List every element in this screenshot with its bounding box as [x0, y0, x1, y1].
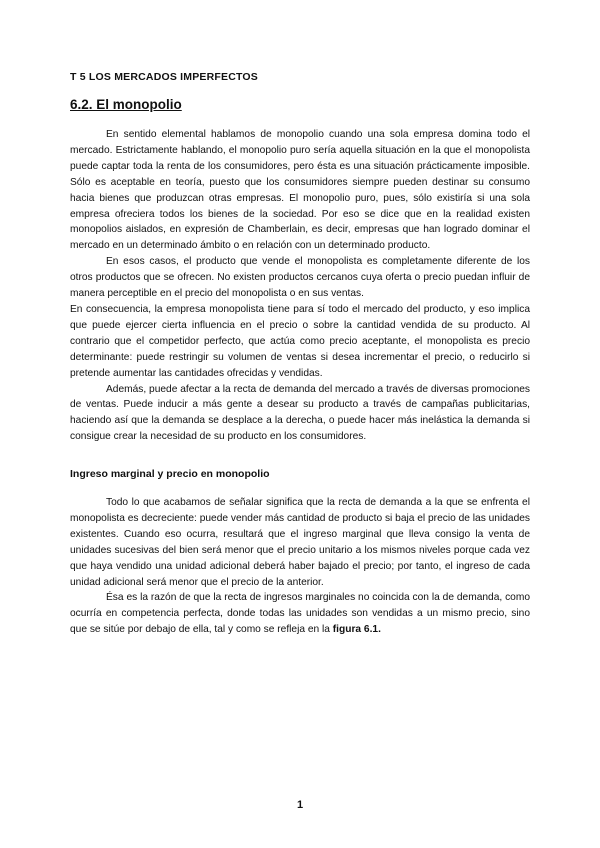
paragraph: En sentido elemental hablamos de monopolio cuando una sola empresa domina todo el mercado. Estrictamente hablando, el monopolio puro sería aquella situación en la que el monopolista puede captar toda la renta de los consumidores, pero ésta es una situación prácticamente imposible. Sólo es aceptable en teoría, puesto que los consumidores siempre pueden destinar su consumo hacia bienes que produzcan otras empresas. El monopolio puro, pues, sólo existiría si una sola empresa ofreciera todos los bienes de la sociedad. Por eso se dice que en la realidad existen monopolios aislados, en expresión de Chamberlain, es decir, empresas que han logrado dominar el mercado en un determinado ámbito o en relación con un determinado producto.: [70, 129, 530, 252]
paragraph: Además, puede afectar a la recta de demanda del mercado a través de diversas promociones de ventas. Puede inducir a más gente a desear su producto a través de campañas publicitarias, haciendo así que la demanda se desplace a la derecha, o puede hacer más inelástica la demanda si consigue crear la necesidad de su producto en los consumidores.: [70, 383, 530, 443]
figure-reference: figura 6.1.: [332, 624, 381, 636]
paragraph: Todo lo que acabamos de señalar significa que la recta de demanda a la que se enfrenta el monopolista es decreciente: puede vender más cantidad de producto si baja el precio de las unidades existentes. Cuando eso ocurra, resultará que el ingreso marginal que lleva consigo la venta de unidades sucesivas del bien será menor que el precio unitario a los mismos niveles porque cada vez que haya vendido una unidad adicional deberá haber bajado el precio; por tanto, el ingreso de cada unidad adicional será menor que el precio de la anterior.: [70, 497, 530, 588]
marginal-revenue-text-block: [70, 495, 530, 638]
section-title: 6.2. El monopolio: [70, 97, 182, 112]
paragraph: En consecuencia, la empresa monopolista tiene para sí todo el mercado del producto, y eso implica que puede ejercer cierta influencia en el precio o sobre la cantidad vendida de su producto. Al contrario que el competidor perfecto, que actúa como precio aceptante, el monopolista es precio determinante: puede restringir su volumen de ventas si desea incrementar el precio, o reducirlo si pretende aumentar las cantidades ofrecidas y vendidas.: [70, 303, 530, 379]
unit-header: T 5 LOS MERCADOS IMPERFECTOS: [70, 71, 259, 83]
paragraph: En esos casos, el producto que vende el monopolista es completamente diferente de los otros productos que se ofrecen. No existen productos cercanos cuya oferta o precio puedan influir de manera perceptible en el precio del monopolista o en sus ventas.: [70, 256, 530, 300]
monopoly-text-block: [70, 127, 530, 445]
paragraph-with-figure-ref: [70, 590, 530, 638]
paragraph-text: Ésa es la razón de que la recta de ingresos marginales no coincida con la de demanda, como ocurría en competencia perfecta, donde todas las unidades son vendidas a un mismo precio, sino que se sitúe por debajo de ella, tal y como se refleja en la: [70, 592, 530, 636]
subsection-title: Ingreso marginal y precio en monopolio: [70, 468, 270, 480]
page-number: 1: [296, 799, 304, 811]
